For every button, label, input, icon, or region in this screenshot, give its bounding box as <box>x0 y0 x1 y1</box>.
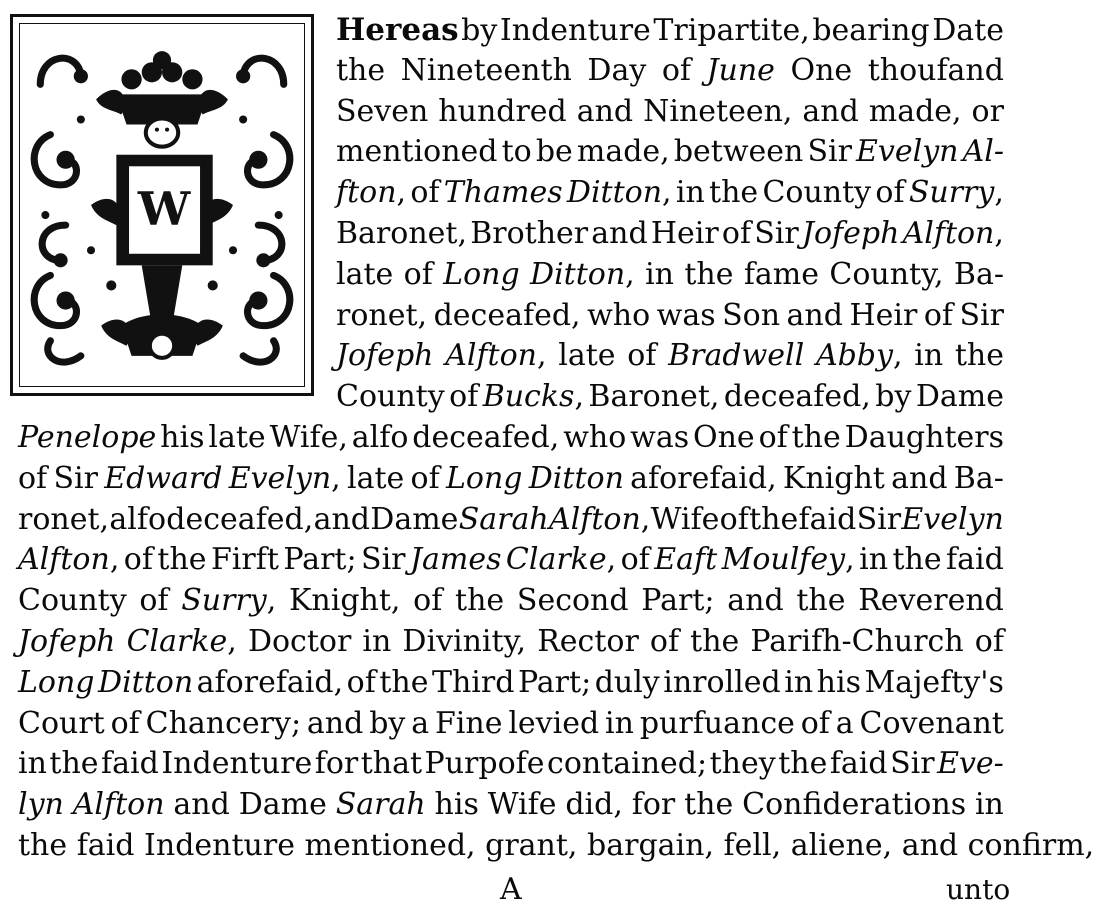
word: Ditton <box>528 460 624 496</box>
word: Ba- <box>953 460 1004 496</box>
word: a <box>411 705 430 741</box>
word: aforefaid, <box>630 460 777 496</box>
word: Wife, <box>269 420 348 455</box>
word: be <box>535 134 573 170</box>
word: Alfton, <box>18 542 120 578</box>
word: Jofeph <box>801 216 900 251</box>
word: Sarah <box>458 501 549 537</box>
word: of <box>410 460 440 496</box>
word: Knight <box>782 460 885 496</box>
word: was <box>656 297 716 333</box>
text-line <box>336 53 1004 89</box>
word: and <box>802 93 859 129</box>
word: the <box>749 501 799 537</box>
word: of <box>123 542 153 578</box>
decorated-initial-ornament-icon <box>20 24 304 386</box>
word: confirm, <box>967 828 1094 863</box>
word: in <box>18 746 47 782</box>
word: fell, <box>723 828 782 863</box>
word: Part; <box>283 542 357 578</box>
word: of <box>721 216 752 251</box>
word: and <box>727 583 784 619</box>
word: Fine <box>434 705 503 741</box>
decorated-initial <box>10 14 314 396</box>
word: Daughters <box>844 420 1004 455</box>
word: made, <box>576 134 670 170</box>
word: the <box>684 787 734 823</box>
word: and <box>173 787 230 823</box>
word: the <box>709 175 759 211</box>
word: Long <box>445 460 523 496</box>
word: Surry, <box>908 175 1004 211</box>
word: June <box>706 52 775 88</box>
word: Penelope <box>18 420 157 455</box>
word: Ditton, <box>566 175 672 211</box>
word: Indenture <box>161 746 313 782</box>
word: Court <box>18 705 105 741</box>
word: bearing <box>812 13 930 48</box>
word: mentioned, <box>304 828 476 863</box>
word: in <box>645 256 674 292</box>
word: Sarah <box>335 787 426 823</box>
word: the <box>157 542 207 578</box>
word: deceafed, <box>433 297 581 333</box>
word: and <box>591 216 648 251</box>
word: by <box>875 379 912 415</box>
word: and <box>306 705 364 741</box>
word: Heir <box>650 216 719 251</box>
word: made, <box>868 93 962 129</box>
word: Evelyn <box>901 501 1004 537</box>
word: Divinity, <box>402 624 527 659</box>
word: One <box>693 420 755 455</box>
word: in <box>675 175 705 211</box>
word: Nineteen, <box>643 93 793 129</box>
word: One <box>790 52 853 88</box>
word: Dame <box>915 379 1004 415</box>
word: aforefaid, <box>196 664 344 700</box>
word: or <box>971 93 1004 129</box>
word: Jofeph <box>336 338 434 374</box>
word: of <box>18 460 48 496</box>
word: the <box>336 52 386 88</box>
word: County, <box>829 256 944 292</box>
word: of <box>974 624 1004 659</box>
text-line <box>18 420 1004 456</box>
word: fame <box>743 256 820 292</box>
text-line <box>336 94 1004 130</box>
word: James <box>409 542 502 578</box>
text-line <box>336 216 1004 252</box>
word: of <box>649 624 680 659</box>
word: and <box>901 828 959 863</box>
text-line <box>336 338 1004 374</box>
word: Long <box>443 256 520 292</box>
word: his <box>816 664 861 700</box>
word: Day <box>587 52 647 88</box>
word: of <box>110 705 140 741</box>
word: Alfton, <box>548 501 651 537</box>
text-line <box>336 134 1004 170</box>
word: Heir <box>849 297 918 333</box>
word: Nineteenth <box>400 52 572 88</box>
word: his <box>160 420 205 455</box>
word: of <box>627 338 657 374</box>
word: of <box>875 175 905 211</box>
word: Evelyn <box>856 134 959 170</box>
word: Firft <box>210 542 279 578</box>
word: of <box>413 583 443 619</box>
word: Moulfey, <box>721 542 855 578</box>
word: Evelyn, <box>228 460 341 496</box>
word: the <box>379 664 429 700</box>
word: alfo <box>109 501 167 537</box>
word: faid <box>101 746 159 782</box>
word: faid <box>946 542 1004 578</box>
word: Bradwell <box>668 338 805 374</box>
word: deceafed, <box>166 501 314 537</box>
word: the <box>954 338 1004 374</box>
text-line <box>18 624 1004 660</box>
text-line <box>336 298 1004 334</box>
text-line <box>18 665 1004 701</box>
word: who <box>563 420 627 455</box>
word: Alfton <box>72 787 165 823</box>
word: County <box>336 379 445 415</box>
word: faid <box>798 501 857 537</box>
word: County <box>762 175 872 211</box>
word: Wife <box>650 501 720 537</box>
word: of <box>410 175 440 211</box>
word: Sir <box>959 297 1004 333</box>
word: of <box>449 379 479 415</box>
word: in <box>914 338 944 374</box>
text-line <box>336 257 1004 293</box>
word: by <box>369 705 406 741</box>
word: Surry, <box>181 583 277 619</box>
word: of <box>923 297 953 333</box>
word: of <box>661 52 691 88</box>
word: ronet, <box>18 501 110 537</box>
word: the <box>690 624 740 659</box>
word: faid <box>76 828 135 863</box>
word: Brother <box>470 216 589 251</box>
word: Reverend <box>858 583 1004 619</box>
word: thoufand <box>867 52 1004 88</box>
word: late <box>208 420 266 455</box>
word: Third <box>431 664 515 700</box>
word: Sir <box>807 134 852 170</box>
word: Jofeph <box>18 624 116 659</box>
word: levied <box>508 705 600 741</box>
word: in <box>784 664 814 700</box>
text-line <box>336 175 1004 211</box>
word: Ba- <box>953 256 1004 292</box>
word: lyn <box>18 787 64 823</box>
word: Wife <box>487 787 557 823</box>
word: Hereas <box>336 12 459 48</box>
word: did, <box>565 787 623 823</box>
text-line <box>18 746 1004 782</box>
word: Chancery; <box>145 705 302 741</box>
word: his <box>434 787 479 823</box>
word: was <box>630 420 690 455</box>
word: in <box>362 624 392 659</box>
word: Seven <box>336 93 429 129</box>
word: the <box>796 583 846 619</box>
word: fton, <box>336 175 407 211</box>
word: in <box>859 542 889 578</box>
word: purfuance <box>639 705 795 741</box>
word: Clarke, <box>126 624 237 659</box>
word: that <box>360 746 423 782</box>
word: Sir <box>361 542 406 578</box>
word: Sir <box>856 501 902 537</box>
word: Son <box>722 297 781 333</box>
signature-mark: A <box>500 872 522 907</box>
word: duly <box>594 664 660 700</box>
word: Doctor <box>247 624 352 659</box>
word: Ditton <box>98 664 194 700</box>
word: the <box>18 828 68 863</box>
word: Confiderations <box>742 787 967 823</box>
word: for <box>631 787 676 823</box>
word: Baronet, <box>336 216 468 251</box>
word: Ditton, <box>530 256 635 292</box>
word: Abby, <box>815 338 903 374</box>
word: County <box>18 583 127 619</box>
word: alfo <box>351 420 409 455</box>
word: the <box>892 542 942 578</box>
word: and <box>313 501 370 537</box>
word: and <box>891 460 948 496</box>
word: Baronet, <box>588 379 720 415</box>
word: Sir <box>754 216 799 251</box>
text-line <box>336 12 1004 48</box>
word: the <box>455 583 505 619</box>
word: the <box>778 746 828 782</box>
word: Majefty's <box>864 664 1004 700</box>
word: Eaft <box>654 542 718 578</box>
word: who <box>587 297 651 333</box>
word: Tripartite, <box>653 13 810 48</box>
word: aliene, <box>790 828 893 863</box>
word: Part; <box>641 583 715 619</box>
word: the <box>684 256 734 292</box>
word: Long <box>18 664 95 700</box>
word: and <box>576 93 634 129</box>
word: deceafed, <box>723 379 871 415</box>
text-line <box>18 583 1004 619</box>
word: of <box>719 501 749 537</box>
word: late <box>346 460 405 496</box>
text-line <box>18 461 1004 497</box>
word: Covenant <box>859 705 1004 741</box>
word: hundred <box>438 93 567 129</box>
word: Part; <box>517 664 592 700</box>
word: Sir <box>890 746 935 782</box>
word: Indenture <box>144 828 295 863</box>
text-line <box>18 502 1004 538</box>
word: deceafed, <box>412 420 560 455</box>
word: bargain, <box>587 828 714 863</box>
word: of <box>403 256 433 292</box>
word: between <box>673 134 804 170</box>
word: of <box>800 705 830 741</box>
text-line <box>18 787 1004 823</box>
text-line <box>18 828 1094 864</box>
word: in <box>605 705 634 741</box>
word: and <box>786 297 843 333</box>
word: Eve- <box>937 746 1004 782</box>
word: Rector <box>537 624 639 659</box>
word: of <box>620 542 650 578</box>
word: late <box>558 338 616 374</box>
word: faid <box>829 746 888 782</box>
text-line <box>18 542 1004 578</box>
word: to <box>501 134 532 170</box>
word: by <box>461 13 498 48</box>
word: in <box>974 787 1004 823</box>
word: Parifh-Church <box>750 624 964 659</box>
word: ronet, <box>336 297 428 333</box>
word: Alfton, <box>445 338 547 374</box>
word: Second <box>516 583 629 619</box>
word: late <box>336 256 394 292</box>
ornament-letter: W <box>137 181 191 237</box>
word: the <box>49 746 99 782</box>
word: Sir <box>53 460 98 496</box>
word: a <box>835 705 854 741</box>
text-line <box>18 706 1004 742</box>
word: Date <box>932 13 1004 48</box>
word: inrolled <box>663 664 781 700</box>
catchword: unto <box>946 873 1011 906</box>
word: Dame <box>238 787 327 823</box>
word: contained; <box>547 746 708 782</box>
word: for <box>314 746 359 782</box>
word: they <box>709 746 776 782</box>
word: Bucks, <box>482 379 584 415</box>
word: Knight, <box>289 583 401 619</box>
word: grant, <box>485 828 578 863</box>
word: mentioned <box>336 134 498 170</box>
word: of <box>346 664 376 700</box>
word: Dame <box>370 501 459 537</box>
word: Clarke, <box>505 542 617 578</box>
word: Thames <box>443 175 563 211</box>
word: the <box>791 420 841 455</box>
word: Purpofe <box>424 746 545 782</box>
word: Al- <box>962 134 1004 170</box>
text-line <box>336 379 1004 415</box>
word: Edward <box>104 460 223 496</box>
word: Alfton, <box>902 216 1004 251</box>
word: of <box>139 583 169 619</box>
word: of <box>758 420 788 455</box>
word: Indenture <box>499 13 651 48</box>
